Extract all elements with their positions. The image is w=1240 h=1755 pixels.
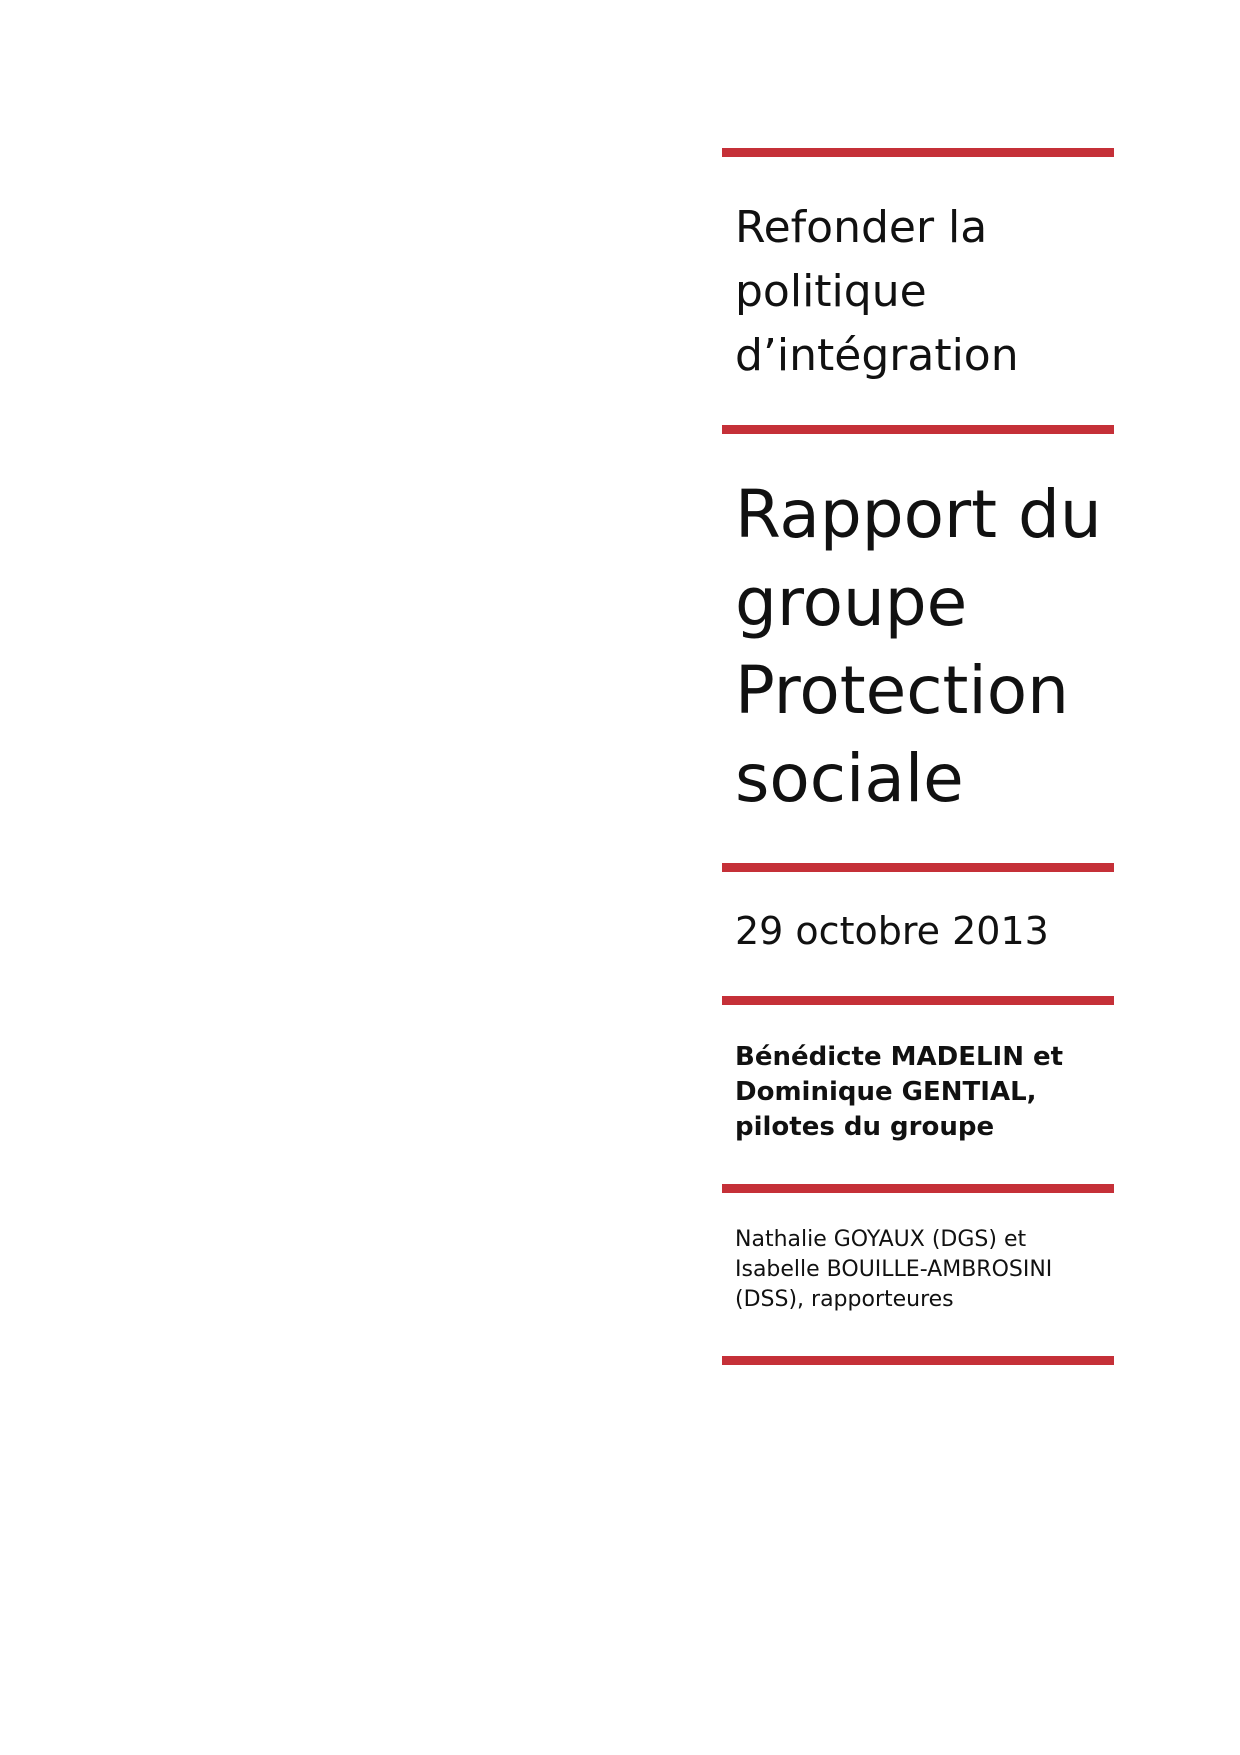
divider-rule-1 [722,148,1114,157]
divider-rule-3 [722,863,1114,872]
pilots-line: Dominique GENTIAL, [735,1077,1037,1107]
rapporteurs-line: Nathalie GOYAUX (DGS) et [735,1227,1027,1252]
report-title [735,471,1115,823]
divider-rule-6 [722,1356,1114,1365]
rapporteurs [735,1225,1115,1315]
divider-rule-4 [722,996,1114,1005]
divider-rule-5 [722,1184,1114,1193]
title-line: Rapport du [735,476,1102,553]
subtitle-line: politique [735,266,927,317]
report-subtitle [735,196,1115,388]
pilots-line: Bénédicte MADELIN et [735,1042,1064,1072]
pilots-line: pilotes du groupe [735,1112,995,1142]
title-line: groupe [735,564,968,641]
subtitle-line: d’intégration [735,330,1019,381]
report-date: 29 octobre 2013 [735,909,1049,953]
rapporteurs-line: (DSS), rapporteures [735,1287,954,1312]
rapporteurs-line: Isabelle BOUILLE-AMBROSINI [735,1257,1053,1282]
title-line: sociale [735,740,964,817]
group-pilots [735,1040,1115,1145]
divider-rule-2 [722,425,1114,434]
title-line: Protection [735,652,1069,729]
subtitle-line: Refonder la [735,202,988,253]
